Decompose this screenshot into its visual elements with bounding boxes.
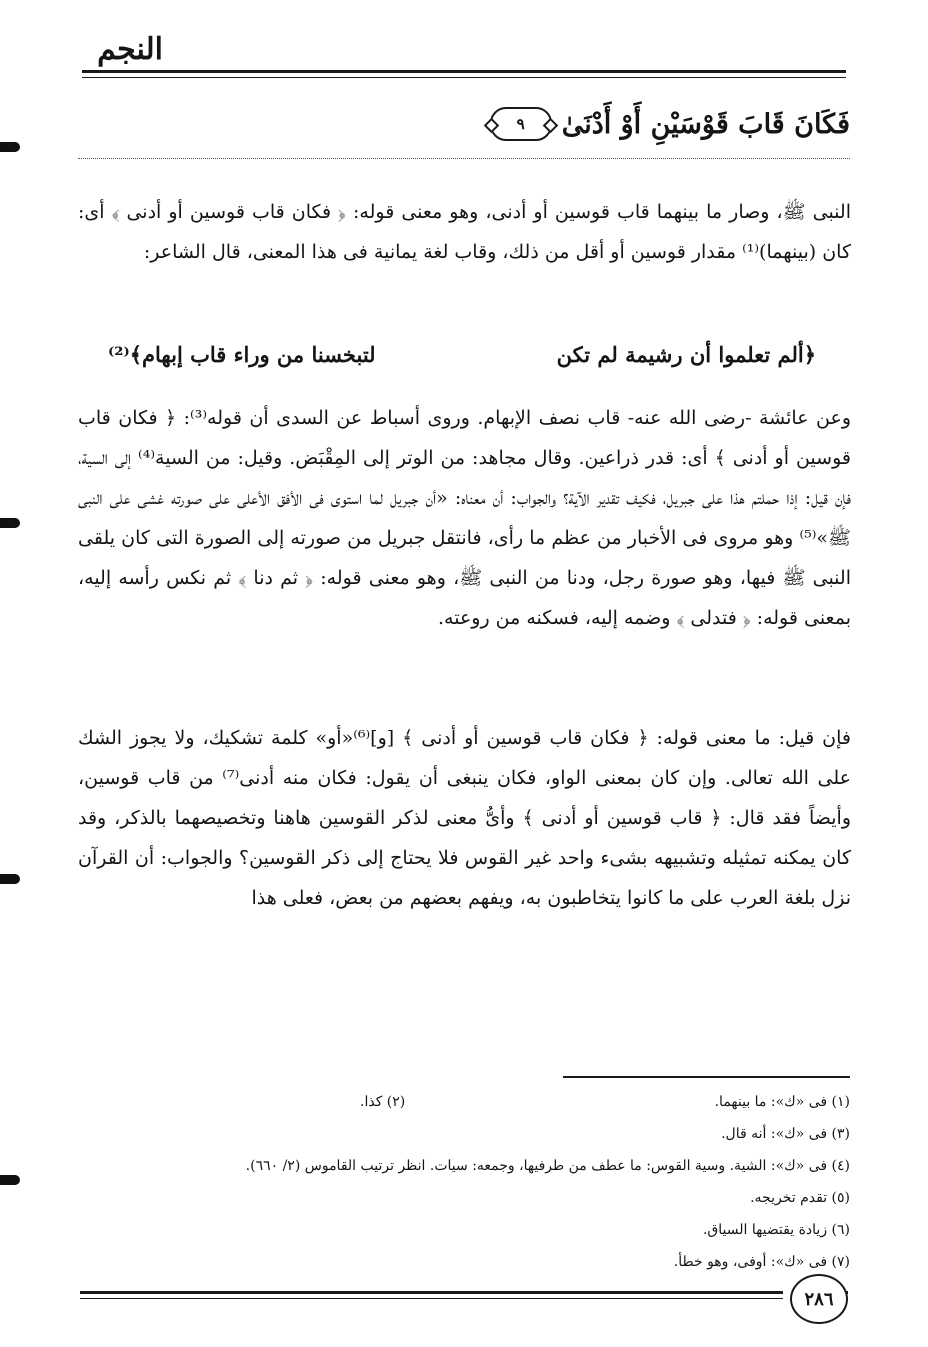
footnote-2: (٢) كذا. [360, 1094, 406, 1110]
verse-text: فَكَانَ قَابَ قَوْسَيْنِ أَوْ أَدْنَىٰ [561, 108, 850, 140]
verse-heading [400, 102, 850, 146]
footnote-row [110, 1182, 850, 1214]
scan-edge-mark [0, 142, 20, 152]
scan-edge-mark [0, 1175, 20, 1185]
footnote-row [110, 1086, 850, 1118]
footer-rule-thin [80, 1298, 783, 1299]
footnote-5: (٥) تقدم تخريجه. [750, 1190, 850, 1206]
page-number [790, 1274, 848, 1324]
poem-right-hemistich: ﴿ألم تعلموا أن رشيمة لم تكن [556, 341, 816, 367]
paragraph-2: وعن عائشة -رضى الله عنه- قاب نصف الإبهام. وروى أسباط عن السدى أن قوله⁽³⁾: ﴿ فكان قاب قوسين أو أدنى ﴾ أى: قدر ذراعين. وقال مجاهد: من الوتر إلى المِقْبَض. وقيل: من السية⁽⁴⁾ إلى السية، فإن قيل: إذا حملتم هذا على جبريل، فكيف تقدير الآية؟ والجواب: أن معناه: «أن جبريل لما استوى فى الأفق الأعلى على صورته غشى على النبى ﷺ»⁽⁵⁾ وهو مروى فى الأخبار من عظم ما رأى، فانتقل جبريل من صورته إلى الصورة التى كان يلقى النبى ﷺ فيها، وهو صورة رجل، ودنا من النبى ﷺ، وهو معنى قوله: ﴿ ثم دنا ﴾ ثم نكس رأسه إليه، بمعنى قوله: ﴿ فتدلى ﴾ وضمه إليه، فسكنه من روعته. [78, 407, 851, 629]
scan-edge-mark [0, 518, 20, 528]
footnote-4: (٤) فى «ك»: الشية. وسية القوس: ما عطف من طرفيها، وجمعه: سيات. انظر ترتيب القاموس (٢/ ٦٦٠). [245, 1158, 850, 1174]
page-header-title: النجم [97, 32, 163, 67]
paragraph-3: فإن قيل: ما معنى قوله: ﴿ فكان قاب قوسين أو أدنى ﴾ [و]⁽⁶⁾«أو» كلمة تشكيك، ولا يجوز الشك على الله تعالى. وإن كان بمعنى الواو، فكان ينبغى أن يقول: فكان منه أدنى⁽⁷⁾ من قاب قوسين، وأيضاً فقد قال: ﴿ قاب قوسين أو أدنى ﴾ وأىُّ معنى لذكر القوسين هاهنا وتخصيصهما بالذكر، وقد كان يمكنه تمثيله وتشبيهه بشىء واحد غير القوس فلا يحتاج إلى ذكر القوسين؟ والجواب: أن القرآن نزل بلغة العرب على ما كانوا يتخاطبون به، ويفهم بعضهم من بعض، فعلى هذا [78, 727, 851, 909]
page-number-text: ٢٨٦ [804, 1288, 834, 1310]
paragraph-1: النبى ﷺ، وصار ما بينهما قاب قوسين أو أدنى، وهو معنى قوله: ﴿ فكان قاب قوسين أو أدنى ﴾ أى: كان (بينهما)⁽¹⁾ مقدار قوسين أو أقل من ذلك، وقاب لغة يمانية فى هذا المعنى، قال الشاعر: [78, 201, 851, 263]
scan-edge-mark [0, 874, 20, 884]
header-rule-thin [82, 77, 846, 78]
footnote-row [110, 1214, 850, 1246]
poem-verse [108, 332, 816, 376]
poem-left-hemistich: لتبخسنا من وراء قاب إبهام﴾⁽²⁾ [108, 341, 376, 367]
footnote-row [110, 1246, 850, 1278]
footnote-7: (٧) فى «ك»: أوفى، وهو خطأ. [673, 1254, 850, 1270]
verse-number-marker [490, 107, 552, 141]
verse-divider [78, 158, 850, 159]
verse-number: ٩ [516, 115, 525, 133]
footer-rule-thick [80, 1291, 783, 1294]
footnote-separator [563, 1076, 850, 1078]
footnote-1: (١) فى «ك»: ما بينهما. [714, 1094, 850, 1110]
footnote-3: (٣) فى «ك»: أنه قال. [721, 1126, 850, 1142]
footnote-row [110, 1150, 850, 1182]
footnote-6: (٦) زيادة يقتضيها السياق. [702, 1222, 850, 1238]
footnote-row [110, 1118, 850, 1150]
header-rule-thick [82, 70, 846, 73]
footnotes [110, 1086, 850, 1278]
